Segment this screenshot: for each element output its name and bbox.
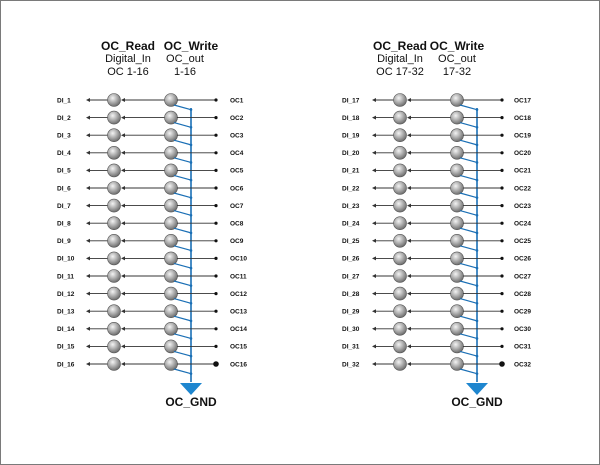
bus-junction-dot [190,337,193,340]
bus-junction-dot [190,179,193,182]
di-label: DI_5 [57,167,71,175]
di-label: DI_32 [342,361,360,369]
di-label: DI_24 [342,220,360,228]
oc-label: OC9 [230,238,244,246]
oc-terminal-dot [500,134,503,137]
bus-junction-dot [190,232,193,235]
oc-terminal-dot [500,327,503,330]
bus-tap-line [460,175,477,180]
oc-terminal-dot [214,345,217,348]
oc-label: OC23 [514,202,531,210]
bus-junction-dot [190,144,193,147]
oc-label: OC4 [230,150,244,158]
write-contact-icon [451,252,464,265]
write-contact-icon [165,111,178,124]
bus-tap-line [174,175,191,180]
oc-terminal-dot [500,292,503,295]
write-contact-icon [165,164,178,177]
oc-terminal-dot [500,239,503,242]
write-contact-icon [451,199,464,212]
read-contact-icon [108,234,121,247]
bus-tap-line [174,369,191,374]
write-contact-icon [451,358,464,371]
block-1-read-sub2: OC 1-16 [107,66,149,78]
bus-junction-dot [190,214,193,217]
bus-junction-dot [476,144,479,147]
read-contact-icon [108,358,121,371]
oc-terminal-dot [214,327,217,330]
bus-tap-line [174,334,191,339]
bus-junction-dot [190,372,193,375]
bus-junction-dot [190,196,193,199]
oc-label: OC28 [514,290,531,298]
write-contact-icon [451,182,464,195]
bus-tap-line [174,193,191,198]
read-contact-icon [394,234,407,247]
bus-junction-dot [476,108,479,111]
bus-tap-line [460,140,477,145]
read-contact-icon [394,146,407,159]
bus-tap-line [460,369,477,374]
bus-junction-dot [190,320,193,323]
bus-junction-dot [190,284,193,287]
write-contact-icon [165,146,178,159]
block-2-write-sub1: OC_out [438,53,476,65]
oc-label: OC27 [514,273,531,281]
ground-arrow-icon [180,383,202,395]
di-label: DI_31 [342,343,360,351]
di-label: DI_12 [57,290,75,298]
di-label: DI_15 [57,343,75,351]
write-contact-icon [165,234,178,247]
block-1-write-sub2: 1-16 [173,66,197,78]
bus-tap-line [460,334,477,339]
bus-tap-line [174,105,191,110]
bus-tap-line [174,263,191,268]
di-label: DI_20 [342,150,360,158]
oc-terminal-dot [500,222,503,225]
bus-tap-line [174,351,191,356]
oc-label: OC15 [230,343,247,351]
bus-junction-dot [476,214,479,217]
oc-label: OC32 [514,361,531,369]
write-contact-icon [451,234,464,247]
bus-junction-dot [476,320,479,323]
di-label: DI_13 [57,308,75,316]
bus-tap-line [460,105,477,110]
di-label: DI_16 [57,361,75,369]
oc-terminal-dot [214,274,217,277]
oc-terminal-dot [214,239,217,242]
oc-label: OC2 [230,114,244,122]
oc-terminal-dot [500,204,503,207]
oc-terminal-dot [500,98,503,101]
write-contact-icon [165,252,178,265]
bus-junction-dot [190,108,193,111]
write-contact-icon [165,340,178,353]
read-contact-icon [108,340,121,353]
read-contact-icon [108,305,121,318]
read-contact-icon [394,217,407,230]
di-label: DI_21 [342,167,360,175]
write-contact-icon [451,340,464,353]
write-contact-icon [451,287,464,300]
block-1-wiring [57,94,247,396]
write-contact-icon [165,199,178,212]
write-contact-icon [165,305,178,318]
read-contact-icon [394,340,407,353]
bus-tap-line [460,316,477,321]
bus-tap-line [174,140,191,145]
di-label: DI_1 [57,97,71,105]
block-1-read-sub1: Digital_In [105,53,151,65]
oc-terminal-dot [214,116,217,119]
read-contact-icon [108,287,121,300]
bus-junction-dot [476,337,479,340]
di-label: DI_18 [342,114,360,122]
write-contact-icon [451,146,464,159]
read-contact-icon [108,164,121,177]
block-2-write-title: OC_Write [429,39,485,53]
oc-terminal-dot [214,98,217,101]
di-label: DI_14 [57,326,75,334]
bus-tap-line [174,211,191,216]
di-label: DI_26 [342,255,360,263]
block-2-headers [373,39,503,409]
block-2-wiring [342,94,531,396]
di-label: DI_9 [57,238,71,246]
di-label: DI_19 [342,132,360,140]
oc-label: OC16 [230,361,247,369]
oc-terminal-dot [214,257,217,260]
di-label: DI_2 [57,114,71,122]
bus-junction-dot [190,161,193,164]
bus-junction-dot [190,126,193,129]
oc-label: OC21 [514,167,531,175]
bus-tap-line [460,158,477,163]
oc-label: OC26 [514,255,531,263]
bus-tap-line [460,263,477,268]
oc-terminal-dot [214,222,217,225]
oc-terminal-dot [213,361,219,367]
oc-label: OC12 [230,290,247,298]
bus-junction-dot [476,126,479,129]
di-label: DI_22 [342,185,360,193]
read-contact-icon [394,129,407,142]
bus-tap-line [460,351,477,356]
bus-tap-line [460,281,477,286]
di-label: DI_23 [342,202,360,210]
write-contact-icon [451,111,464,124]
bus-tap-line [460,211,477,216]
bus-junction-dot [476,161,479,164]
bus-junction-dot [476,267,479,270]
read-contact-icon [394,164,407,177]
oc-label: OC3 [230,132,244,140]
read-contact-icon [394,305,407,318]
oc-terminal-dot [500,345,503,348]
oc-terminal-dot [214,186,217,189]
bus-tap-line [174,158,191,163]
oc-label: OC25 [514,238,531,246]
bus-junction-dot [476,372,479,375]
read-contact-icon [108,322,121,335]
read-contact-icon [108,146,121,159]
di-label: DI_8 [57,220,71,228]
bus-junction-dot [476,196,479,199]
write-contact-icon [165,358,178,371]
oc-terminal-dot [214,204,217,207]
di-label: DI_30 [342,326,360,334]
write-contact-icon [165,129,178,142]
bus-junction-dot [476,355,479,358]
oc-terminal-dot [500,186,503,189]
oc-label: OC19 [514,132,531,140]
block-2-read-sub1: Digital_In [377,53,423,65]
oc-terminal-dot [499,361,505,367]
bus-tap-line [174,299,191,304]
bus-tap-line [174,246,191,251]
write-contact-icon [451,305,464,318]
block-1-read-title: OC_Read [100,39,156,53]
read-contact-icon [394,111,407,124]
oc-terminal-dot [214,310,217,313]
bus-tap-line [460,299,477,304]
oc-terminal-dot [214,169,217,172]
oc-terminal-dot [500,310,503,313]
bus-junction-dot [476,249,479,252]
read-contact-icon [394,94,407,107]
di-label: DI_4 [57,150,71,158]
oc-label: OC18 [514,114,531,122]
oc-label: OC24 [514,220,531,228]
block-2-write-sub2: 17-32 [442,66,472,78]
read-contact-icon [108,94,121,107]
write-contact-icon [165,322,178,335]
block-2-read-sub2: OC 17-32 [376,66,424,78]
oc-label: OC1 [230,97,244,105]
oc-label: OC13 [230,308,247,316]
read-contact-icon [394,252,407,265]
oc-label: OC22 [514,185,531,193]
block-2-read-title: OC_Read [372,39,428,53]
read-contact-icon [108,129,121,142]
write-contact-icon [451,322,464,335]
oc-terminal-dot [214,134,217,137]
read-contact-icon [108,217,121,230]
read-contact-icon [394,182,407,195]
write-contact-icon [165,182,178,195]
read-contact-icon [394,270,407,283]
read-contact-icon [108,270,121,283]
oc-terminal-dot [500,257,503,260]
read-contact-icon [108,199,121,212]
bus-junction-dot [190,249,193,252]
oc-terminal-dot [500,274,503,277]
bus-tap-line [460,193,477,198]
read-contact-icon [394,199,407,212]
oc-label: OC6 [230,185,244,193]
ground-arrow-icon [466,383,488,395]
oc-terminal-dot [500,116,503,119]
block-1-gnd-label: OC_GND [165,395,217,409]
write-contact-icon [451,217,464,230]
oc-terminal-dot [214,151,217,154]
rows-layer [57,94,531,396]
write-contact-icon [451,164,464,177]
oc-label: OC30 [514,326,531,334]
bus-junction-dot [190,267,193,270]
oc-label: OC14 [230,326,247,334]
bus-tap-line [174,281,191,286]
write-contact-icon [165,270,178,283]
di-label: DI_11 [57,273,74,281]
write-contact-icon [165,94,178,107]
read-contact-icon [394,287,407,300]
read-contact-icon [108,182,121,195]
bus-junction-dot [476,232,479,235]
di-label: DI_28 [342,290,360,298]
bus-junction-dot [476,179,479,182]
read-contact-icon [108,111,121,124]
bus-tap-line [174,228,191,233]
bus-tap-line [460,228,477,233]
write-contact-icon [451,129,464,142]
bus-tap-line [460,246,477,251]
write-contact-icon [451,270,464,283]
bus-junction-dot [190,355,193,358]
bus-tap-line [174,316,191,321]
bus-tap-line [174,123,191,128]
oc-label: OC5 [230,167,244,175]
di-label: DI_6 [57,185,71,193]
bus-junction-dot [476,302,479,305]
di-label: DI_17 [342,97,360,105]
oc-terminal-dot [500,151,503,154]
di-label: DI_29 [342,308,360,316]
block-1-write-title: OC_Write [163,39,219,53]
bus-tap-line [460,123,477,128]
oc-terminal-dot [500,169,503,172]
oc-label: OC20 [514,150,531,158]
block-1-write-sub1: OC_out [166,53,204,65]
write-contact-icon [451,94,464,107]
block-2-gnd-label: OC_GND [451,395,503,409]
oc-label: OC17 [514,97,531,105]
oc-label: OC10 [230,255,247,263]
oc-terminal-dot [214,292,217,295]
oc-label: OC11 [230,273,247,281]
bus-junction-dot [190,302,193,305]
read-contact-icon [394,358,407,371]
di-label: DI_3 [57,132,71,140]
di-label: DI_10 [57,255,75,263]
read-contact-icon [394,322,407,335]
oc-label: OC7 [230,202,244,210]
di-label: DI_27 [342,273,360,281]
write-contact-icon [165,287,178,300]
bus-junction-dot [476,284,479,287]
di-label: DI_25 [342,238,360,246]
write-contact-icon [165,217,178,230]
oc-label: OC8 [230,220,244,228]
read-contact-icon [108,252,121,265]
oc-label: OC29 [514,308,531,316]
di-label: DI_7 [57,202,71,210]
oc-label: OC31 [514,343,531,351]
